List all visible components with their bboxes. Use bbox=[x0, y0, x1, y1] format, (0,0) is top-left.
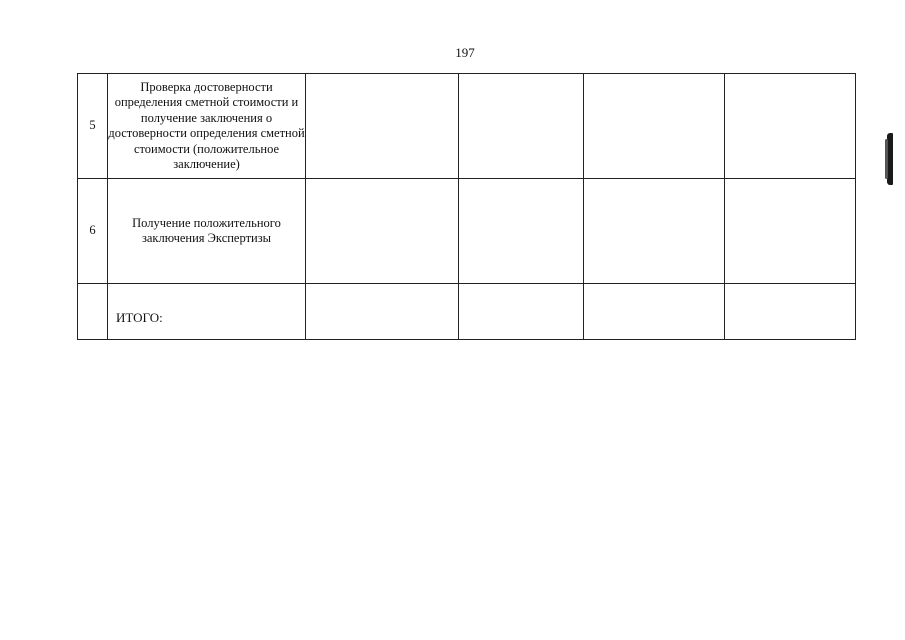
row-number: 6 bbox=[78, 179, 108, 284]
table-row bbox=[78, 74, 856, 179]
row-description: Проверка достоверности определения сметной стоимости и получение заключения о достоверности определения сметной стоимости (положительное заключение) bbox=[108, 74, 306, 179]
table-cell bbox=[584, 284, 725, 340]
table-cell bbox=[306, 284, 459, 340]
row-number: 5 bbox=[78, 74, 108, 179]
table-cell bbox=[459, 179, 584, 284]
table-cell bbox=[725, 74, 856, 179]
table-cell bbox=[584, 74, 725, 179]
table-row bbox=[78, 179, 856, 284]
table-cell bbox=[459, 284, 584, 340]
page-number: 197 bbox=[455, 45, 475, 60]
estimate-table bbox=[77, 73, 856, 340]
table-cell bbox=[584, 179, 725, 284]
scan-edge-mark bbox=[887, 133, 893, 185]
table-cell bbox=[725, 284, 856, 340]
table-cell bbox=[459, 74, 584, 179]
table-cell bbox=[725, 179, 856, 284]
table-cell bbox=[306, 74, 459, 179]
table-cell bbox=[306, 179, 459, 284]
row-number bbox=[78, 284, 108, 340]
total-label: ИТОГО: bbox=[108, 284, 306, 340]
row-description: Получение положительного заключения Экспертизы bbox=[108, 179, 306, 284]
table-row-total bbox=[78, 284, 856, 340]
